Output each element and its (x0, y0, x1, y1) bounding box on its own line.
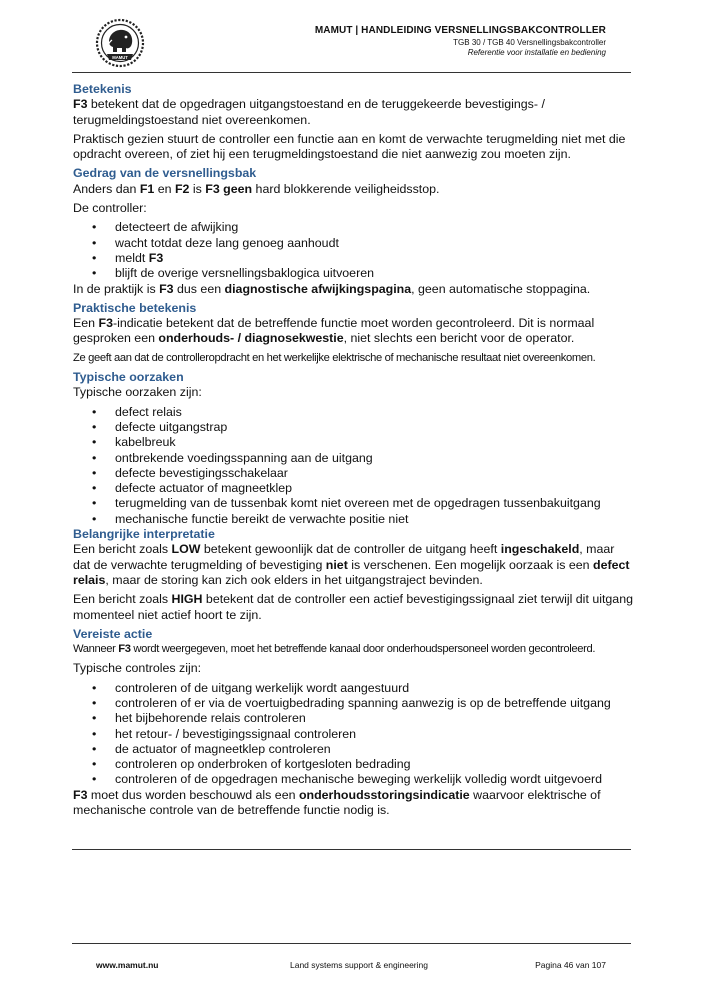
list-item: • mechanische functie bereikt de verwachte positie niet (73, 512, 633, 527)
list-item: • het retour- / bevestigingssignaal controleren (73, 727, 633, 742)
gedrag-paragraph-3: In de praktijk is F3 dus een diagnostische afwijkingspagina, geen automatische stoppagina. (73, 281, 591, 296)
interpretatie-paragraph-2: Een bericht zoals HIGH betekent dat de controller een actief bevestigingssignaal ziet terwijl dit uitgang momenteel niet actief hoort te zijn. (73, 592, 633, 622)
list-item: • defect relais (73, 405, 633, 420)
list-item: • defecte uitgangstrap (73, 420, 633, 435)
interpretatie-paragraph-1: Een bericht zoals LOW betekent gewoonlijk dat de controller de uitgang heeft ingeschakeld, maar dat de verwachte terugmelding of bevestiging niet is verschenen. Een mogelijk oorzaak is een defect relais, maar de storing kan zich ook elders in het uitgangstraject bevinden. (73, 542, 630, 587)
list-item: • terugmelding van de tussenbak komt niet overeen met de opgedragen tussenbakuitgang (73, 496, 633, 511)
controles-list (73, 681, 633, 788)
page-header (315, 25, 606, 58)
list-item: • kabelbreuk (73, 435, 633, 450)
list-item: • ontbrekende voedingsspanning aan de uitgang (73, 451, 633, 466)
mamut-logo (95, 18, 145, 68)
heading-betekenis: Betekenis (73, 82, 132, 96)
list-item: • wacht totdat deze lang genoeg aanhoudt (73, 236, 633, 251)
footer-divider (72, 943, 631, 944)
actie-intro: Typische controles zijn: (73, 661, 202, 676)
list-item: • controleren of er via de voertuigbedrading spanning aanwezig is op de betreffende uitgang (73, 696, 633, 711)
heading-praktische-betekenis: Praktische betekenis (73, 300, 197, 315)
footer-page-number: Pagina 46 van 107 (535, 960, 606, 970)
heading-vereiste-actie: Vereiste actie (73, 626, 153, 641)
list-item: • blijft de overige versnellingsbaklogica uitvoeren (73, 266, 633, 281)
list-item: • meldt F3 (73, 251, 633, 266)
gedrag-paragraph-2: De controller: (73, 201, 147, 216)
list-item: • controleren of de uitgang werkelijk wordt aangestuurd (73, 681, 633, 696)
gedrag-list (73, 220, 633, 281)
list-item: • het bijbehorende relais controleren (73, 711, 633, 726)
list-item: • defecte actuator of magneetklep (73, 481, 633, 496)
logo-text: MAMUT (112, 54, 128, 60)
actie-paragraph-2: F3 moet dus worden beschouwd als een onderhoudsstoringsindicatie waarvoor elektrische of mechanische controle van de betreffende functie nodig is. (73, 787, 601, 818)
list-item: • controleren of de opgedragen mechanische beweging werkelijk volledig wordt uitgevoerd (73, 772, 633, 787)
list-item: • detecteert de afwijking (73, 220, 633, 235)
header-reference: Referentie voor installatie en bediening (467, 48, 606, 57)
actie-paragraph-1: Wanneer F3 wordt weergegeven, moet het betreffende kanaal door onderhoudspersoneel worden gecontroleerd. (73, 643, 596, 656)
betekenis-paragraph-1: F3 betekent dat de opgedragen uitgangstoestand en de teruggekeerde bevestigings- / terugmeldingstoestand niet overeenkomen. (73, 97, 545, 127)
list-item: • defecte bevestigingsschakelaar (73, 466, 633, 481)
heading-gedrag: Gedrag van de versnellingsbak (73, 166, 257, 181)
praktische-paragraph-2: Ze geeft aan dat de controlleropdracht en het werkelijke elektrische of mechanische resultaat niet overeenkomen. (73, 351, 596, 364)
oorzaken-list (73, 405, 633, 527)
footer-website-link[interactable]: www.mamut.nu (96, 960, 159, 970)
main-content (73, 82, 633, 818)
header-subtitle: TGB 30 / TGB 40 Versnellingsbakcontroller (453, 38, 606, 47)
heading-belangrijke-interpretatie: Belangrijke interpretatie (73, 527, 215, 542)
betekenis-paragraph-2: Praktisch gezien stuurt de controller een functie aan en komt de verwachte terugmelding niet met die opdracht overeen, of ziet hij een terugmeldingstoestand die niet aanwezig zou moeten zijn. (73, 131, 626, 162)
list-item: • de actuator of magneetklep controleren (73, 742, 633, 757)
oorzaken-intro: Typische oorzaken zijn: (73, 385, 202, 400)
header-divider (72, 72, 631, 73)
content-end-divider (72, 849, 631, 850)
gedrag-paragraph-1: Anders dan F1 en F2 is F3 geen hard blokkerende veiligheidsstop. (73, 181, 440, 196)
footer-tagline: Land systems support & engineering (290, 960, 428, 970)
heading-typische-oorzaken: Typische oorzaken (73, 370, 184, 385)
praktische-paragraph-1: Een F3-indicatie betekent dat de betreffende functie moet worden gecontroleerd. Dit is normaal gesproken een onderhouds- / diagnosekwestie, niet slechts een bericht voor de operator. (73, 316, 595, 346)
header-title: MAMUT | HANDLEIDING VERSNELLINGSBAKCONTROLLER (314, 25, 606, 36)
list-item: • controleren op onderbroken of kortgesloten bedrading (73, 757, 633, 772)
